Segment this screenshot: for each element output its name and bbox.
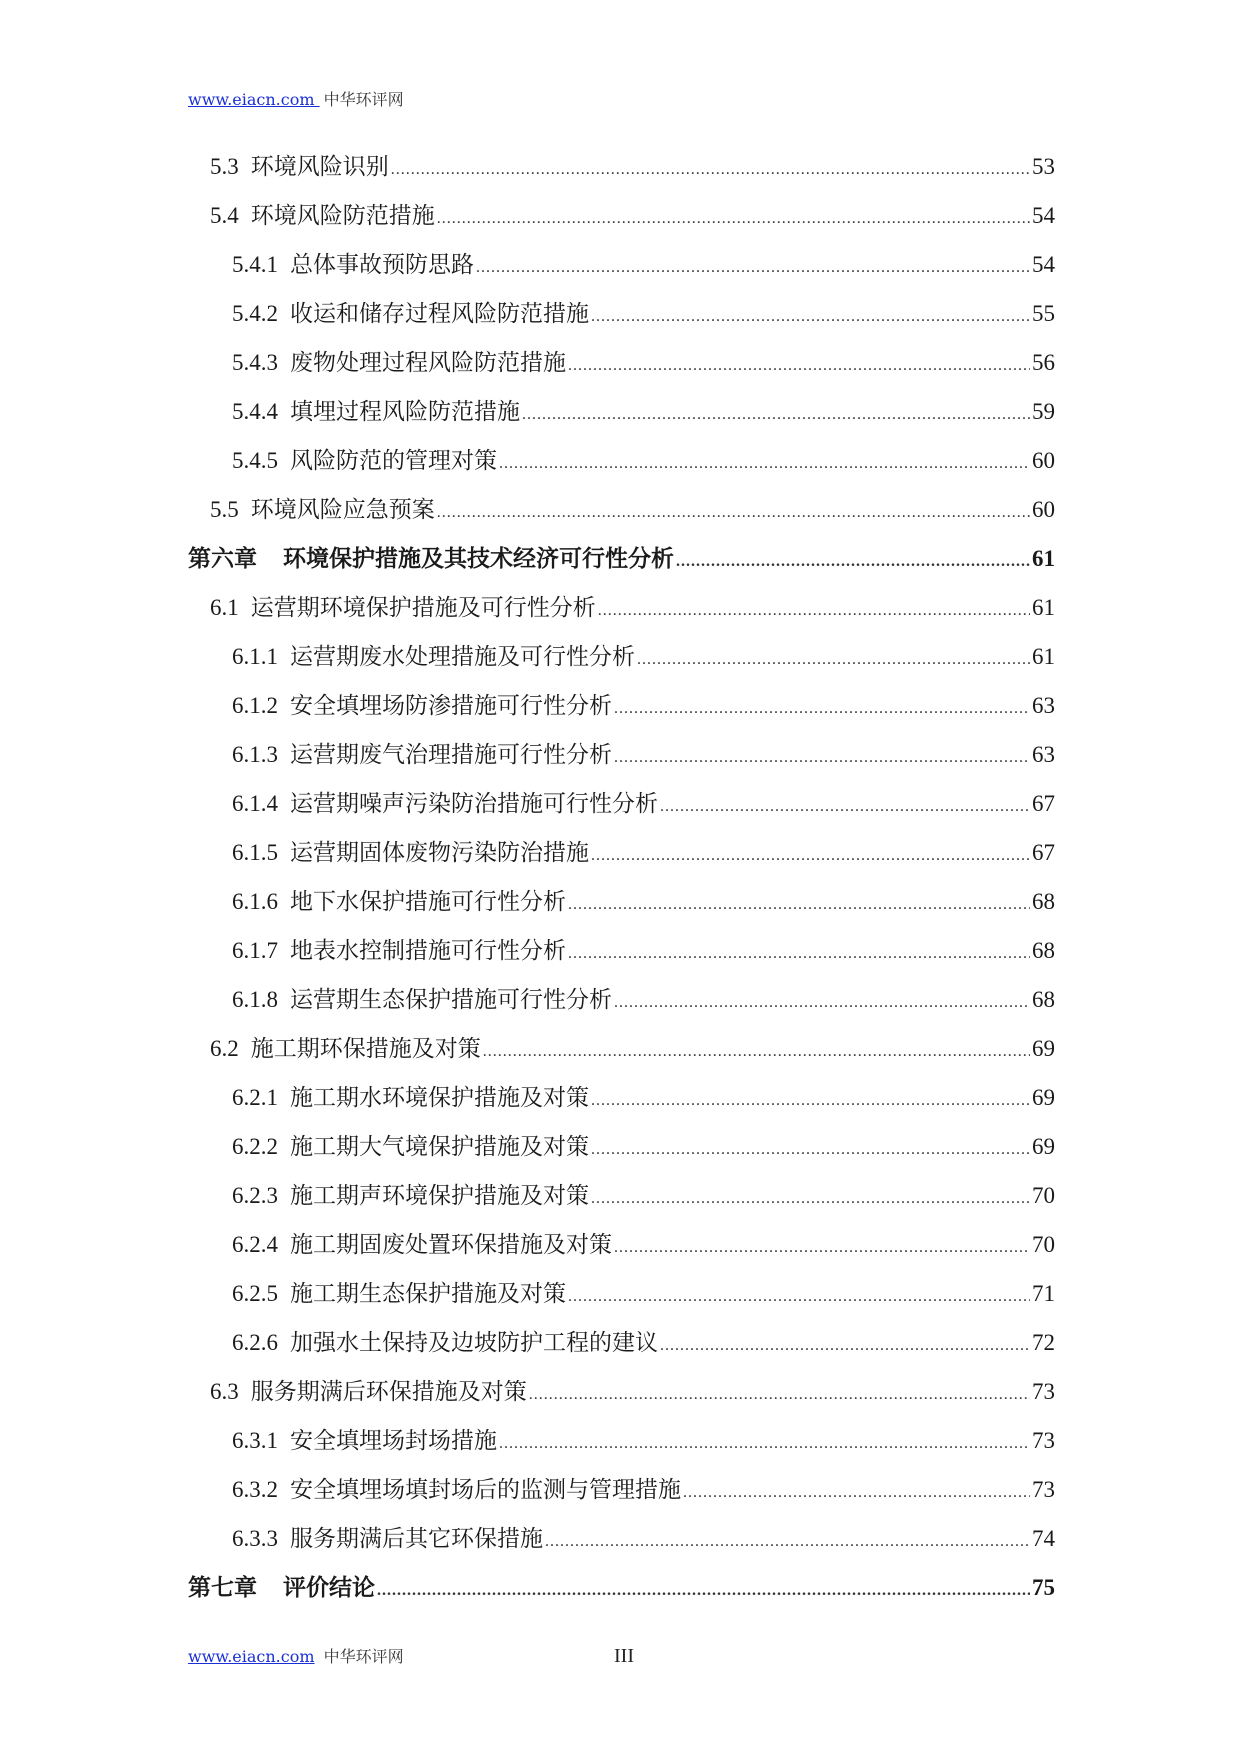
toc-entry-number: 6.1.1	[232, 644, 278, 669]
toc-entry-number: 6.2	[210, 1036, 239, 1061]
toc-entry-number: 6.2.3	[232, 1183, 278, 1208]
toc-entry[interactable]	[188, 1030, 1055, 1079]
toc-entry-title: 施工期大气境保护措施及对策	[290, 1134, 589, 1160]
toc-entry-title: 服务期满后其它环保措施	[290, 1526, 543, 1552]
toc-leader-dots	[568, 1288, 1030, 1306]
table-of-contents	[188, 148, 1055, 1618]
toc-entry-number: 第七章	[188, 1575, 257, 1600]
toc-entry[interactable]	[188, 1079, 1055, 1128]
toc-leader-dots	[391, 161, 1030, 179]
toc-entry-page: 69	[1032, 1134, 1055, 1159]
toc-entry-title: 施工期生态保护措施及对策	[290, 1281, 566, 1307]
toc-entry-title: 施工期水环境保护措施及对策	[290, 1085, 589, 1111]
toc-entry[interactable]	[188, 1128, 1055, 1177]
toc-entry-number: 6.1.7	[232, 938, 278, 963]
toc-entry[interactable]	[188, 491, 1055, 540]
toc-entry-title: 评价结论	[283, 1574, 375, 1601]
toc-entry-title: 施工期固废处置环保措施及对策	[290, 1232, 612, 1258]
toc-entry-number: 6.1.6	[232, 889, 278, 914]
toc-entry-page: 68	[1032, 987, 1055, 1012]
toc-entry-title: 环境风险防范措施	[250, 203, 435, 229]
toc-entry-title: 环境风险识别	[250, 154, 389, 180]
toc-entry[interactable]	[188, 932, 1055, 981]
toc-entry-title: 加强水土保持及边坡防护工程的建议	[290, 1330, 658, 1356]
toc-entry[interactable]	[188, 736, 1055, 785]
toc-entry-number: 6.2.6	[232, 1330, 278, 1355]
toc-entry-page: 54	[1032, 203, 1055, 228]
toc-entry-number: 6.3.2	[232, 1477, 278, 1502]
toc-entry-page: 72	[1032, 1330, 1055, 1355]
toc-entry-page: 60	[1032, 448, 1055, 473]
toc-entry-page: 63	[1032, 693, 1055, 718]
toc-entry-number: 5.4.3	[232, 350, 278, 375]
toc-entry-title: 施工期声环境保护措施及对策	[290, 1183, 589, 1209]
toc-entry[interactable]	[188, 638, 1055, 687]
toc-entry-page: 61	[1032, 595, 1055, 620]
toc-entry-page: 55	[1032, 301, 1055, 326]
toc-leader-dots	[568, 896, 1030, 914]
toc-entry[interactable]	[188, 295, 1055, 344]
toc-entry-number: 6.2.1	[232, 1085, 278, 1110]
toc-entry[interactable]	[188, 197, 1055, 246]
page-header	[188, 90, 404, 110]
toc-leader-dots	[591, 1092, 1030, 1110]
toc-entry[interactable]	[188, 1324, 1055, 1373]
toc-entry-title: 环境保护措施及其技术经济可行性分析	[283, 545, 674, 572]
header-site-link[interactable]: www.eiacn.com	[188, 90, 320, 109]
toc-leader-dots	[591, 847, 1030, 865]
toc-entry-title: 填埋过程风险防范措施	[290, 399, 520, 425]
toc-entry[interactable]	[188, 1226, 1055, 1275]
toc-entry-title: 运营期生态保护措施可行性分析	[290, 987, 612, 1013]
toc-entry-number: 5.4	[210, 203, 239, 228]
toc-entry-page: 61	[1032, 644, 1055, 669]
toc-entry-number: 第六章	[188, 546, 257, 571]
toc-entry-title: 地下水保护措施可行性分析	[290, 889, 566, 915]
toc-entry-title: 安全填埋场防渗措施可行性分析	[290, 693, 612, 719]
toc-entry-page: 73	[1032, 1477, 1055, 1502]
toc-entry-page: 54	[1032, 252, 1055, 277]
toc-entry-title: 安全填埋场填封场后的监测与管理措施	[290, 1477, 681, 1503]
toc-entry-page: 70	[1032, 1232, 1055, 1257]
toc-entry[interactable]	[188, 883, 1055, 932]
toc-leader-dots	[683, 1484, 1030, 1502]
footer-site-name: 中华环评网	[323, 1647, 404, 1666]
toc-entry-number: 6.3	[210, 1379, 239, 1404]
toc-leader-dots	[476, 259, 1030, 277]
toc-entry-number: 6.1	[210, 595, 239, 620]
toc-entry-title: 风险防范的管理对策	[290, 448, 497, 474]
toc-leader-dots	[499, 455, 1030, 473]
toc-entry-page: 63	[1032, 742, 1055, 767]
toc-entry[interactable]	[188, 1177, 1055, 1226]
toc-entry-number: 5.5	[210, 497, 239, 522]
toc-entry[interactable]	[188, 246, 1055, 295]
toc-entry[interactable]	[188, 393, 1055, 442]
page-footer	[188, 1647, 404, 1667]
toc-entry-title: 服务期满后环保措施及对策	[250, 1379, 527, 1405]
toc-entry-page: 67	[1032, 840, 1055, 865]
toc-leader-dots	[660, 798, 1030, 816]
toc-leader-dots	[568, 357, 1030, 375]
toc-leader-dots	[598, 602, 1030, 620]
toc-entry-number: 5.4.2	[232, 301, 278, 326]
header-site-name: 中华环评网	[323, 90, 404, 109]
toc-leader-dots	[614, 700, 1030, 718]
toc-entry-number: 6.2.4	[232, 1232, 278, 1257]
toc-entry-title: 废物处理过程风险防范措施	[290, 350, 566, 376]
toc-entry[interactable]	[188, 344, 1055, 393]
toc-leader-dots	[591, 308, 1030, 326]
toc-entry[interactable]	[188, 1520, 1055, 1569]
toc-entry-number: 6.2.5	[232, 1281, 278, 1306]
toc-entry-title: 运营期环境保护措施及可行性分析	[250, 595, 596, 621]
toc-entry-title: 总体事故预防思路	[290, 252, 474, 278]
toc-chapter-entry[interactable]	[188, 1569, 1055, 1618]
toc-leader-dots	[614, 1239, 1030, 1257]
toc-entry-page: 71	[1032, 1281, 1055, 1306]
toc-entry-title: 施工期环保措施及对策	[250, 1036, 481, 1062]
toc-leader-dots	[637, 651, 1030, 669]
toc-entry-page: 53	[1032, 154, 1055, 179]
toc-entry-title: 运营期废水处理措施及可行性分析	[290, 644, 635, 670]
toc-leader-dots	[591, 1141, 1030, 1159]
toc-entry-page: 59	[1032, 399, 1055, 424]
toc-entry-number: 6.1.3	[232, 742, 278, 767]
toc-entry[interactable]	[188, 148, 1055, 197]
toc-entry-page: 67	[1032, 791, 1055, 816]
toc-entry[interactable]	[188, 834, 1055, 883]
toc-leader-dots	[614, 749, 1030, 767]
toc-entry-number: 5.4.1	[232, 252, 278, 277]
toc-leader-dots	[377, 1582, 1030, 1600]
toc-entry-number: 6.3.1	[232, 1428, 278, 1453]
toc-entry-title: 安全填埋场封场措施	[290, 1428, 497, 1454]
toc-entry[interactable]	[188, 1471, 1055, 1520]
toc-leader-dots	[483, 1043, 1030, 1061]
toc-entry-title: 运营期噪声污染防治措施可行性分析	[290, 791, 658, 817]
toc-entry-page: 70	[1032, 1183, 1055, 1208]
toc-entry[interactable]	[188, 687, 1055, 736]
toc-leader-dots	[545, 1533, 1030, 1551]
toc-leader-dots	[676, 553, 1030, 571]
toc-leader-dots	[529, 1386, 1030, 1404]
toc-entry-page: 61	[1032, 546, 1055, 571]
toc-entry[interactable]	[188, 1422, 1055, 1471]
toc-entry-number: 6.2.2	[232, 1134, 278, 1159]
toc-chapter-entry[interactable]	[188, 540, 1055, 589]
toc-entry-number: 5.3	[210, 154, 239, 179]
toc-entry[interactable]	[188, 785, 1055, 834]
page-number: III	[614, 1645, 634, 1667]
toc-entry-title: 运营期固体废物污染防治措施	[290, 840, 589, 866]
toc-entry-page: 68	[1032, 889, 1055, 914]
toc-entry-title: 运营期废气治理措施可行性分析	[290, 742, 612, 768]
toc-entry-number: 5.4.4	[232, 399, 278, 424]
toc-leader-dots	[522, 406, 1030, 424]
toc-entry-number: 6.1.4	[232, 791, 278, 816]
toc-entry-page: 69	[1032, 1085, 1055, 1110]
toc-entry[interactable]	[188, 589, 1055, 638]
toc-entry-page: 56	[1032, 350, 1055, 375]
footer-site-link[interactable]: www.eiacn.com	[188, 1647, 315, 1666]
toc-entry-number: 6.1.5	[232, 840, 278, 865]
toc-leader-dots	[660, 1337, 1030, 1355]
toc-entry-page: 68	[1032, 938, 1055, 963]
toc-entry[interactable]	[188, 442, 1055, 491]
toc-entry-page: 73	[1032, 1428, 1055, 1453]
toc-entry-title: 收运和储存过程风险防范措施	[290, 301, 589, 327]
toc-entry-number: 5.4.5	[232, 448, 278, 473]
toc-leader-dots	[437, 210, 1030, 228]
toc-leader-dots	[437, 504, 1030, 522]
toc-entry-number: 6.1.2	[232, 693, 278, 718]
toc-entry-page: 75	[1032, 1575, 1055, 1600]
toc-leader-dots	[591, 1190, 1030, 1208]
toc-entry-page: 69	[1032, 1036, 1055, 1061]
toc-entry-number: 6.3.3	[232, 1526, 278, 1551]
toc-leader-dots	[499, 1435, 1030, 1453]
toc-leader-dots	[614, 994, 1030, 1012]
toc-leader-dots	[568, 945, 1030, 963]
toc-entry-title: 环境风险应急预案	[250, 497, 435, 523]
toc-entry-page: 73	[1032, 1379, 1055, 1404]
toc-entry[interactable]	[188, 1275, 1055, 1324]
toc-entry[interactable]	[188, 981, 1055, 1030]
toc-entry-number: 6.1.8	[232, 987, 278, 1012]
toc-entry-page: 74	[1032, 1526, 1055, 1551]
toc-entry-page: 60	[1032, 497, 1055, 522]
toc-entry[interactable]	[188, 1373, 1055, 1422]
toc-entry-title: 地表水控制措施可行性分析	[290, 938, 566, 964]
